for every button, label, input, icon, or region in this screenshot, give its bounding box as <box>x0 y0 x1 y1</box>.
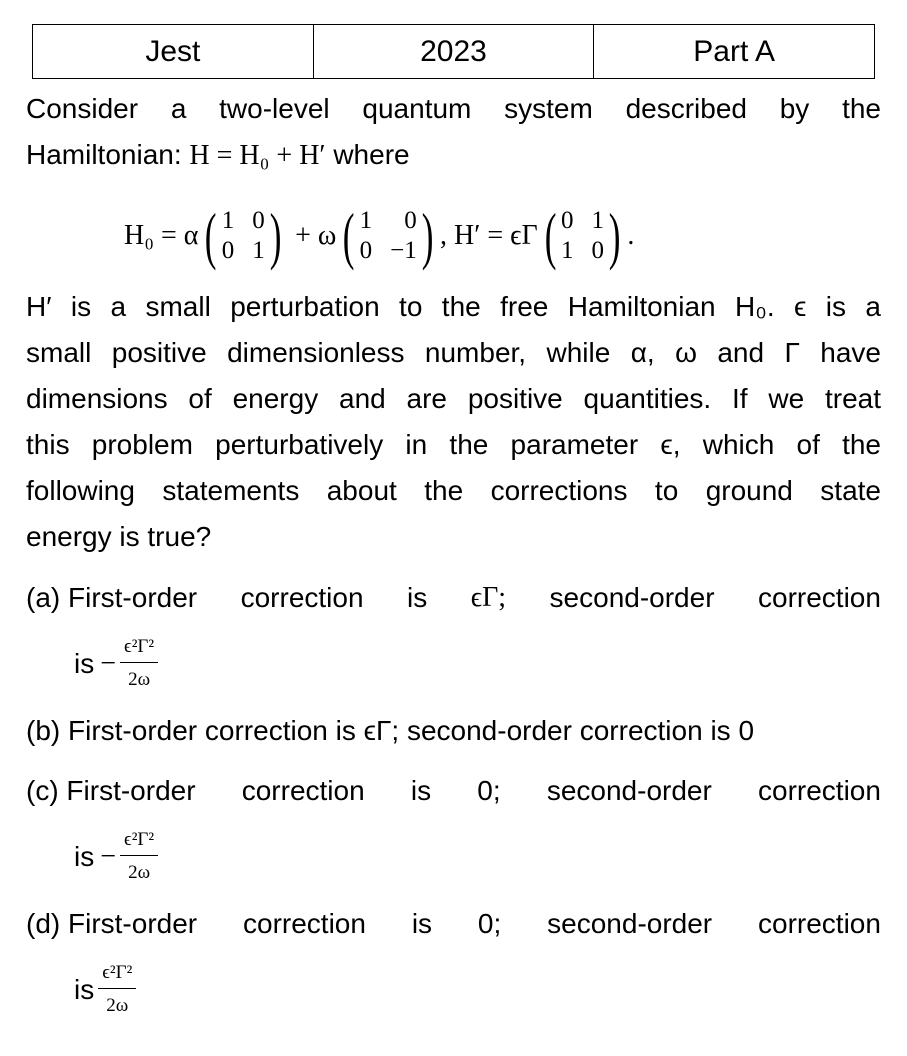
sigma-z-matrix: ( 1 0 0 −1 ) <box>343 200 434 271</box>
option-d-fraction: $\frac{\text{ϵ²Γ²}}{2\omega}$ <box>98 962 136 1017</box>
eq-hprime-label: , H′ = ϵΓ <box>440 220 538 251</box>
body-line-2: small positive dimensionless number, while α, ω and Γ have <box>26 337 881 368</box>
eq-h0-label: H₀ = α <box>124 220 199 251</box>
body-line-4: this problem perturbatively in the parameter ϵ, which of the <box>26 429 881 460</box>
option-d[interactable] <box>26 904 881 944</box>
header-part: Part A <box>594 25 875 79</box>
option-c-fraction: $\frac{\text{ϵ²Γ²}}{2\omega}$ <box>120 829 158 884</box>
identity-matrix: ( 1 0 0 1 ) <box>205 200 282 271</box>
hamiltonian-sum: H = H₀ + H′ <box>189 140 326 171</box>
hamiltonian-equation: H₀ = α ( 1 0 0 1 ) + ω ( 1 0 0 −1 ) , H′ = ϵΓ ( 0 1 1 0 ) . <box>124 200 635 271</box>
option-b[interactable] <box>26 711 881 751</box>
option-a-fraction: $\frac{\text{ϵ²Γ²}}{2\omega}$ <box>120 636 158 691</box>
body-line-3: dimensions of energy and are positive quantities. If we treat <box>26 383 881 414</box>
header-table <box>32 24 875 79</box>
option-b-line: (b) First-order correction is ϵΓ; second-order correction is 0 <box>26 715 755 746</box>
question-body <box>26 284 881 560</box>
body-line-5: following statements about the corrections to ground state <box>26 475 881 506</box>
option-a-continuation: is − $\frac{\text{ϵ²Γ²}}{2\omega}$ <box>74 636 158 691</box>
option-d-continuation: is $\frac{\text{ϵ²Γ²}}{2\omega}$ <box>74 962 136 1017</box>
option-d-line: (d) First-order correction is 0; second-order correction <box>26 908 881 939</box>
option-a-line: (a) First-order correction is ϵΓ; second-order correction <box>26 582 881 613</box>
intro-line-1: Consider a two-level quantum system described by the <box>26 93 881 124</box>
body-line-6: energy is true? <box>26 521 212 552</box>
header-year: 2023 <box>313 25 594 79</box>
intro-line-2: Hamiltonian: H = H₀ + H′ where <box>26 139 410 171</box>
question-intro <box>26 86 881 179</box>
eq-plus-omega: + ω <box>288 220 337 251</box>
body-line-1: H′ is a small perturbation to the free Hamiltonian H₀. ϵ is a <box>26 291 881 322</box>
header-exam: Jest <box>33 25 314 79</box>
option-c[interactable] <box>26 771 881 811</box>
option-c-line: (c) First-order correction is 0; second-order correction <box>26 775 881 806</box>
option-c-continuation: is − $\frac{\text{ϵ²Γ²}}{2\omega}$ <box>74 829 158 884</box>
sigma-x-matrix: ( 0 1 1 0 ) <box>544 200 621 271</box>
option-a[interactable] <box>26 578 881 618</box>
